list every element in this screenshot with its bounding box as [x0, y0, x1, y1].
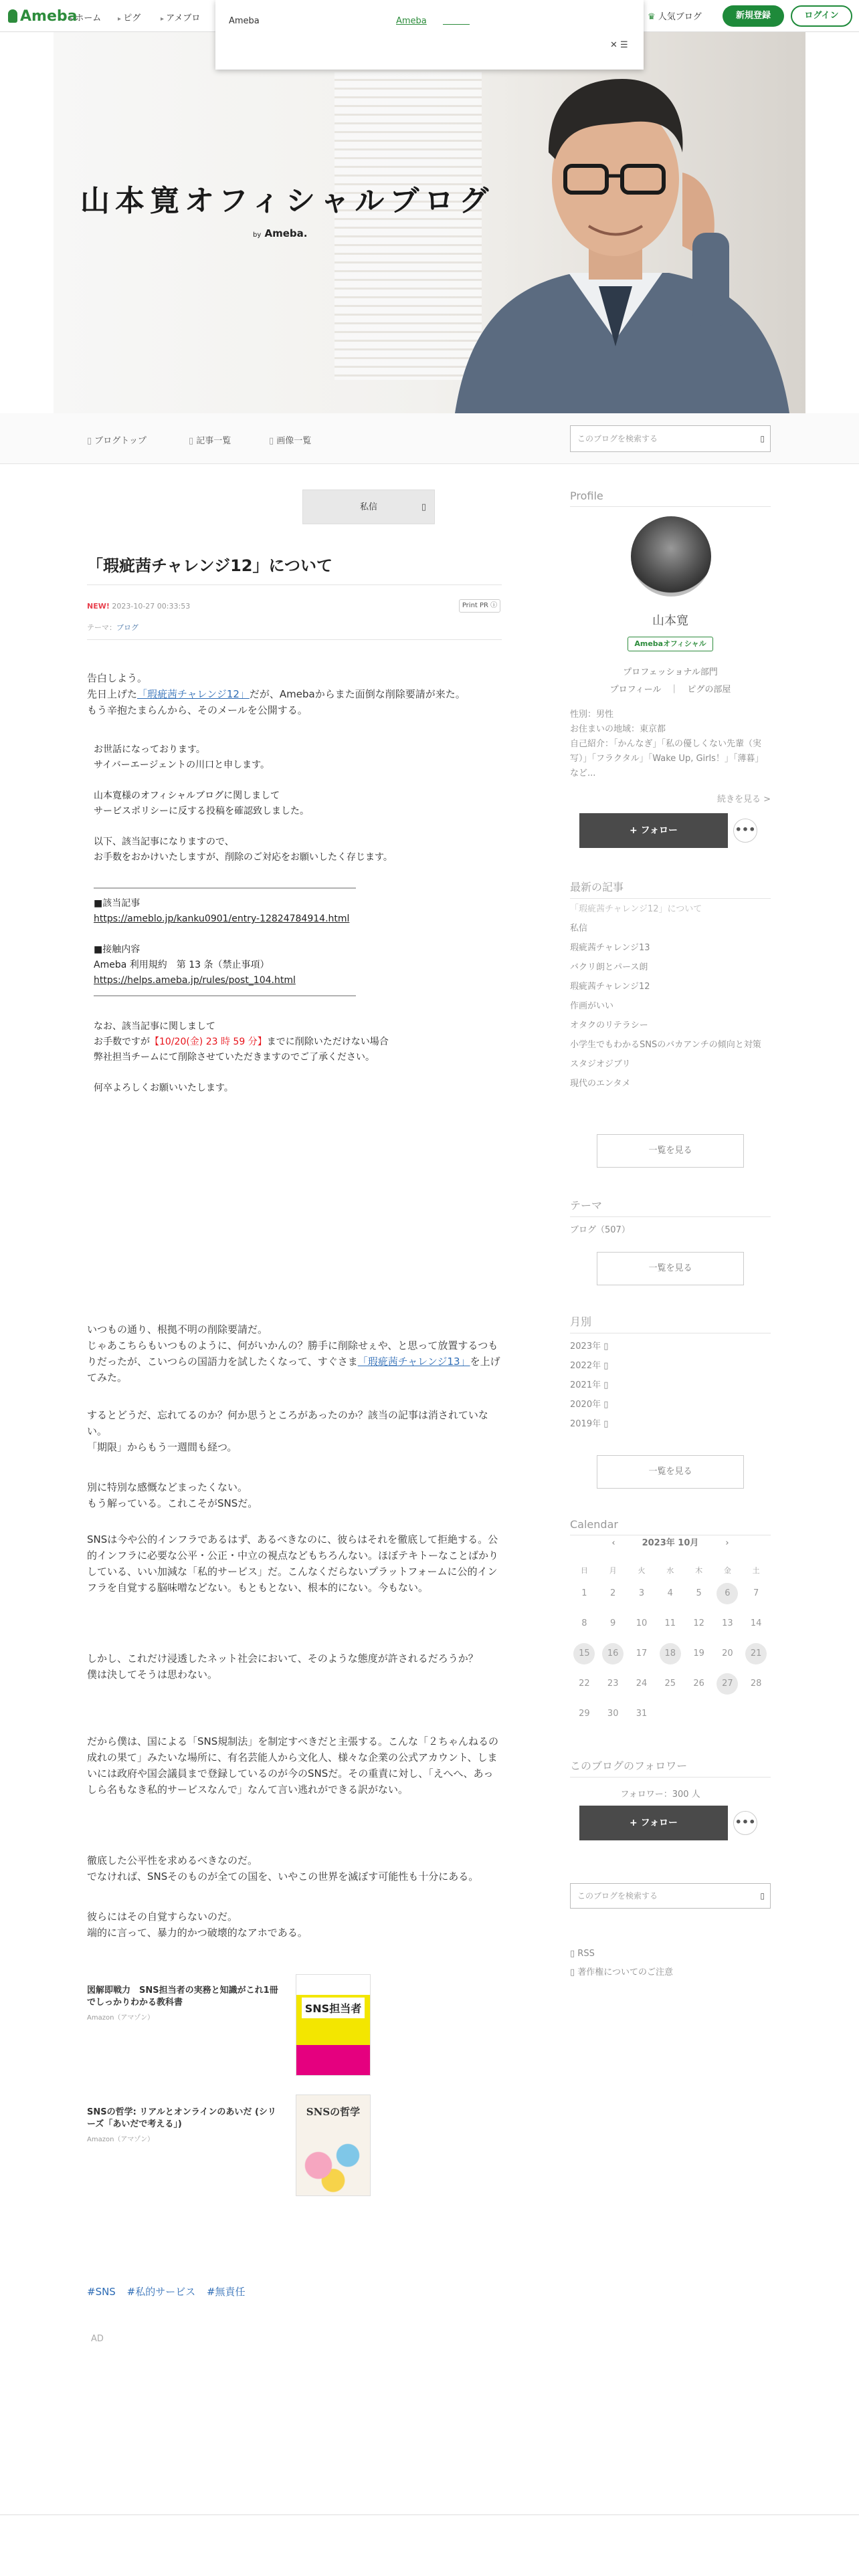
rss-link[interactable] — [570, 1949, 595, 1959]
product-name-2[interactable]: SNSの哲学: リアルとオンラインのあいだ (シリーズ「あいだで考える」) — [87, 2107, 276, 2129]
calendar-day: 28 — [750, 1679, 762, 1689]
hashtag-irresponsible[interactable]: #無責任 — [206, 2286, 246, 2298]
logo-text: Ameba — [20, 8, 78, 25]
calendar-day: 5 — [696, 1588, 702, 1598]
recent-heading — [570, 879, 771, 899]
article-title: 「瑕疵茜チャレンジ12」について — [87, 556, 332, 575]
calendar-heading-text: Calendar — [570, 1518, 771, 1535]
calendar-day-posted[interactable]: 6 — [717, 1583, 738, 1604]
calendar-week — [570, 1699, 771, 1729]
calendar-day: 31 — [636, 1709, 648, 1719]
calendar-day: 19 — [693, 1648, 704, 1658]
recent-item[interactable]: 私信 — [570, 924, 588, 934]
monthly-list — [570, 1337, 771, 1434]
month-item[interactable]: 2023年 ▯ — [570, 1341, 609, 1352]
p3-line-1: 別に特別な感慨などまったくない。 — [87, 1481, 248, 1493]
year-label: 2020年 — [570, 1400, 601, 1410]
rss-label: RSS — [577, 1949, 595, 1959]
p2-line-1: するとどうだ、忘れてるのか？何か思うところがあったのか？該当の記事は消されていない。 — [87, 1409, 488, 1437]
arrow-icon: ▯ — [421, 502, 426, 512]
p1-text-end: を上げてみた。 — [87, 1356, 500, 1384]
popup-left-text: Ameba — [229, 16, 260, 26]
calendar-day-posted[interactable]: 21 — [745, 1643, 767, 1665]
p5-line-2: 僕は決してそうは思わない。 — [87, 1669, 218, 1681]
mail-url-rules[interactable]: https://helps.ameba.jp/rules/post_104.html — [94, 975, 296, 986]
calendar-day: 1 — [581, 1588, 587, 1598]
overlay-panel — [215, 0, 644, 70]
recent-item[interactable]: 作画がいい — [570, 1001, 614, 1011]
follower-count: フォロワー：300 人 — [620, 1790, 700, 1800]
official-badge: Amebaオフィシャル — [628, 637, 713, 651]
calendar-day-posted[interactable]: 18 — [660, 1643, 681, 1665]
theme-label: テーマ： — [87, 623, 116, 632]
paragraph-5 — [87, 1650, 502, 1683]
calendar-day: 20 — [722, 1648, 733, 1658]
nav-ameblo[interactable]: ▸ アメブロ — [161, 11, 200, 23]
book-cover-title-1: SNS担当者 — [302, 1998, 365, 2018]
article-theme — [87, 622, 138, 633]
blog-header-banner[interactable] — [54, 32, 805, 413]
calendar-day: 9 — [610, 1618, 616, 1628]
followers-heading — [570, 1757, 771, 1778]
monthly-heading-text: 月別 — [570, 1313, 771, 1333]
recent-item[interactable]: オタクのリテラシー — [570, 1021, 648, 1031]
calendar-day: 14 — [750, 1618, 762, 1628]
recent-item[interactable]: 「瑕疵茜チャレンジ12」について — [570, 904, 702, 914]
hashtag-list — [87, 2284, 254, 2298]
more-options-button[interactable]: ••• — [733, 819, 757, 843]
title-divider — [87, 584, 502, 585]
recent-heading-text: 最新の記事 — [570, 879, 771, 899]
register-button[interactable]: 新規登録 — [723, 5, 784, 27]
calendar-day: 12 — [693, 1618, 704, 1628]
p7-line-1: 徹底した公平性を求めるべきなのだ。 — [87, 1854, 258, 1866]
followers-heading-text: このブログのフォロワー — [570, 1757, 771, 1778]
intro-paragraph — [87, 670, 502, 718]
hashtag-private-service[interactable]: #私的サービス — [126, 2286, 196, 2298]
weekday: 木 — [695, 1566, 703, 1575]
calendar-day: 7 — [753, 1588, 759, 1598]
mail-terms: Ameba 利用規約 第 13 条（禁止事項） — [94, 960, 270, 970]
theme-list — [570, 1221, 771, 1241]
mail-p5c: 弊社担当チームにて削除させていただきますのでご了承ください。 — [94, 1052, 375, 1063]
profile-location: お住まいの地域：東京都 — [570, 724, 666, 734]
calendar-day: 13 — [722, 1618, 733, 1628]
year-label: 2022年 — [570, 1361, 601, 1371]
paragraph-2 — [87, 1407, 502, 1455]
mail-heading-article: ■該当記事 — [94, 898, 140, 909]
product-source-2: Amazon（アマゾン） — [87, 2136, 155, 2143]
recent-articles-list — [570, 900, 771, 1094]
rss-icon: ▯ — [570, 1949, 578, 1959]
calendar-day: 22 — [579, 1679, 590, 1689]
calendar-day-posted[interactable]: 15 — [573, 1643, 595, 1665]
profile-info — [570, 708, 771, 781]
recent-item[interactable]: スタジオジブリ — [570, 1059, 631, 1069]
date-text: 2023-10-27 00:33:53 — [112, 602, 191, 611]
monthly-list-all-button[interactable]: 一覧を見る — [597, 1455, 744, 1489]
calendar-day: 8 — [581, 1618, 587, 1628]
calendar-day: 23 — [607, 1679, 619, 1689]
calendar-day: 30 — [607, 1709, 619, 1719]
blog-title: 山本寛オフィシャルブログ — [80, 184, 494, 218]
ameba-brand-text: Ameba. — [264, 227, 308, 239]
mail-rule-1: ―――――――――――――――――――――――――――― — [94, 883, 356, 893]
author-photo — [428, 59, 803, 413]
avatar[interactable] — [631, 516, 711, 597]
year-label: 2023年 — [570, 1341, 601, 1352]
by-ameba-label — [253, 227, 307, 239]
calendar-month: 2023年 10月 — [642, 1538, 699, 1548]
category-label: 私信 — [359, 502, 377, 512]
calendar-weekdays — [570, 1562, 771, 1578]
month-item[interactable]: 2021年 ▯ — [570, 1380, 609, 1390]
doc-icon: ▯ — [570, 1967, 578, 1977]
intro-line-2 — [87, 686, 502, 702]
mail-closing: 何卒よろしくお願いいたします。 — [94, 1083, 233, 1093]
frog-icon — [8, 9, 17, 23]
product-name-1[interactable]: 図解即戦力 SNS担当者の実務と知識がこれ1冊でしっかりわかる教科書 — [87, 1985, 278, 2008]
search-icon[interactable]: ▯ — [760, 1891, 765, 1901]
nav-pigg[interactable]: ▸ ピグ — [118, 11, 140, 23]
calendar-day: 4 — [667, 1588, 673, 1598]
quoted-email — [94, 742, 495, 1096]
category-button[interactable] — [302, 490, 435, 524]
intro-text-b: だが、Amebaからまた面倒な削除要請が来た。 — [249, 688, 466, 700]
calendar-day: 25 — [664, 1679, 676, 1689]
search-placeholder: このブログを検索する — [577, 1891, 658, 1901]
p1-line-2 — [87, 1337, 502, 1386]
search-placeholder: このブログを検索する — [577, 434, 658, 443]
mail-url-article[interactable]: https://ameblo.jp/kanku0901/entry-12824784914.html — [94, 914, 350, 924]
theme-item[interactable]: ブログ（507） — [570, 1225, 630, 1235]
intro-line-3: もう辛抱たまらんから、そのメールを公開する。 — [87, 704, 308, 716]
blog-subnav — [0, 413, 859, 464]
follow-button[interactable]: + フォロー — [579, 813, 728, 848]
popup-close-button[interactable]: ✕ ☰ — [610, 40, 628, 50]
popular-blog-link[interactable] — [648, 9, 702, 22]
p8-line-2: 端的に言って、暴力的かつ破壊的なアホである。 — [87, 1927, 308, 1939]
more-options-button-2[interactable]: ••• — [733, 1811, 757, 1835]
paragraph-1 — [87, 1321, 502, 1386]
product-source-1: Amazon（アマゾン） — [87, 2014, 155, 2022]
article-date — [87, 602, 190, 611]
mail-p2a: 山本寛様のオフィシャルブログに関しまして — [94, 790, 280, 801]
intro-text-a: 先日上げた — [87, 688, 138, 700]
recent-item[interactable]: 小学生でもわかるSNSのバカアンチの傾向と対策 — [570, 1040, 761, 1050]
recent-item[interactable]: 瑕疵茜チャレンジ13 — [570, 943, 650, 953]
calendar-prev-button[interactable]: ‹ — [611, 1538, 615, 1548]
monthly-heading — [570, 1313, 771, 1333]
paragraph-8 — [87, 1909, 502, 1941]
p7-line-2: でなければ、SNSそのものが全ての国を、いやこの世界を滅ぼす可能性も十分にある。 — [87, 1870, 479, 1883]
copyright-notice-link[interactable] — [570, 1965, 673, 1977]
calendar-week — [570, 1669, 771, 1699]
crown-icon: ♛ — [648, 12, 656, 22]
calendar-day: 17 — [636, 1648, 648, 1658]
weekday: 火 — [638, 1566, 646, 1575]
follow-button-2[interactable]: + フォロー — [579, 1806, 728, 1840]
p1-line-1: いつもの通り、根拠不明の削除要請だ。 — [87, 1323, 268, 1335]
new-badge: NEW! — [87, 602, 110, 611]
paragraph-7 — [87, 1852, 502, 1885]
mail-greeting-2: サイバーエージェントの川口と申します。 — [94, 760, 270, 770]
theme-heading — [570, 1197, 771, 1217]
weekday: 金 — [723, 1566, 731, 1575]
calendar-week — [570, 1638, 771, 1669]
p5-line-1: しかし、これだけ浸透したネット社会において、そのような態度が許されるだろうか？ — [87, 1652, 478, 1665]
calendar-week — [570, 1578, 771, 1608]
calendar-day: 10 — [636, 1618, 648, 1628]
popular-label: 人気ブログ — [658, 12, 702, 22]
mail-p5b-text: お手数ですが — [94, 1037, 150, 1047]
mail-heading-content: ■接触内容 — [94, 944, 140, 955]
mail-deadline: 【10/20(金) 23 時 59 分】 — [150, 1037, 267, 1047]
ad-label: AD — [91, 2334, 104, 2344]
mail-p2b: サービスポリシーに反する投稿を確認致しました。 — [94, 806, 309, 817]
recent-item[interactable]: 瑕疵茜チャレンジ12 — [570, 982, 650, 992]
weekday: 日 — [580, 1566, 588, 1575]
profile-more-link[interactable]: 続きを見る > — [717, 794, 771, 804]
calendar-week — [570, 1608, 771, 1638]
ameba-logo[interactable] — [8, 8, 77, 25]
weekday: 土 — [752, 1566, 760, 1575]
p3-line-2: もう解っている。これこそがSNSだ。 — [87, 1497, 258, 1509]
calendar-day: 24 — [636, 1679, 648, 1689]
print-pr-button[interactable]: Print PR ⓘ — [459, 599, 500, 613]
recent-list-all-button[interactable]: 一覧を見る — [597, 1134, 744, 1168]
theme-link[interactable]: ブログ — [116, 623, 138, 632]
challenge13-link[interactable]: 「瑕疵茜チャレンジ13」 — [357, 1356, 470, 1368]
month-item[interactable]: 2020年 ▯ — [570, 1400, 609, 1410]
calendar-day: 11 — [664, 1618, 676, 1628]
profile-heading — [570, 490, 771, 507]
weekday: 水 — [666, 1566, 674, 1575]
meta-divider — [87, 639, 502, 640]
mail-p3a: 以下、該当記事になりますので、 — [94, 837, 234, 847]
p2-line-2: 「期限」からもう一週間も経つ。 — [87, 1441, 237, 1453]
p8-line-1: 彼らにはその自覚すらないのだ。 — [87, 1911, 238, 1923]
profile-category[interactable]: プロフェッショナル部門 — [623, 667, 718, 677]
year-label: 2021年 — [570, 1380, 601, 1390]
p1-text: じゃあこちらもいつものように、何がいかんの？勝手に削除せぇや、と思って放置するつもりだったが、こいつらの国語力を試したくなって、すぐさま — [87, 1339, 498, 1368]
weekday: 月 — [609, 1566, 617, 1575]
calendar-day: 2 — [610, 1588, 616, 1598]
nav-entry-list[interactable]: ▯ 記事一覧 — [189, 433, 231, 446]
popup-ameba-link[interactable]: Ameba — [396, 16, 427, 26]
copyright-label: 著作権についてのご注意 — [577, 1967, 674, 1977]
by-text: by — [253, 231, 262, 239]
profile-heading-text: Profile — [570, 490, 771, 507]
calendar-day-posted[interactable]: 16 — [602, 1643, 624, 1665]
blog-search-sidebar[interactable] — [570, 1883, 771, 1909]
nav-home[interactable]: ▸ ホーム — [70, 11, 101, 23]
calendar-day: 3 — [638, 1588, 645, 1598]
paragraph-3 — [87, 1479, 502, 1511]
recent-item[interactable]: バクリ朗とパース朗 — [570, 962, 648, 972]
login-button[interactable]: ログイン — [791, 5, 852, 27]
mail-p5a: なお、該当記事に関しまして — [94, 1021, 215, 1032]
book-cover-title-2: SNSの哲学 — [306, 2106, 361, 2118]
calendar-heading — [570, 1518, 771, 1535]
recent-item[interactable]: 現代のエンタメ — [570, 1079, 631, 1089]
hashtag-sns[interactable]: #SNS — [87, 2286, 116, 2298]
product-image-1[interactable] — [296, 1974, 371, 2076]
calendar-grid — [570, 1562, 771, 1729]
mail-p3b: お手数をおかけいたしますが、削除のご対応をお願いしたく存じます。 — [94, 852, 393, 863]
calendar-next-button[interactable]: › — [725, 1538, 729, 1548]
year-label: 2019年 — [570, 1419, 601, 1429]
theme-heading-text: テーマ — [570, 1197, 771, 1217]
search-icon[interactable]: ▯ — [760, 434, 765, 443]
mail-p5b-text2: までに削除いただけない場合 — [266, 1037, 389, 1047]
profile-gender: 性別：男性 — [570, 710, 614, 720]
profile-links[interactable]: プロフィール ｜ ピグの部屋 — [609, 685, 731, 695]
month-item[interactable]: 2022年 ▯ — [570, 1361, 609, 1371]
product-image-2[interactable] — [296, 2095, 371, 2196]
calendar-day-posted[interactable]: 27 — [717, 1673, 738, 1695]
mail-rule-2: ―――――――――――――――――――――――――――― — [94, 990, 356, 1001]
mail-p5b — [94, 1035, 495, 1050]
profile-intro: 自己紹介：「かんなぎ」「私の優しくない先輩（実写）」「フラクタル」「Wake Up, Girls！」「薄暮」など... — [570, 739, 764, 778]
intro-line-1: 告白しよう。 — [87, 672, 148, 684]
mail-greeting-1: お世話になっております。 — [94, 744, 205, 755]
popup-underline — [443, 24, 470, 25]
month-item[interactable]: 2019年 ▯ — [570, 1419, 609, 1429]
calendar-day: 29 — [579, 1709, 590, 1719]
calendar-day: 26 — [693, 1679, 704, 1689]
nav-blog-top[interactable]: ▯ ブログトップ — [87, 433, 147, 446]
calendar-title-row — [570, 1535, 771, 1548]
challenge12-link[interactable]: 「瑕疵茜チャレンジ12」 — [137, 688, 250, 700]
paragraph-4: SNSは今や公的インフラであるはず、あるべきなのに、彼らはそれを徹底して拒絶する。公的インフラに必要な公平・公正・中立の視点などもちろんない。ほぼテキトーなことばかりしている、いい加減な「私的サービス」だ。こんなくだらないプラットフォームに公的インフラを自覚する脳味噌などない。もともとない、根本的にない。今もない。 — [87, 1533, 499, 1594]
profile-name[interactable]: 山本寛 — [652, 614, 688, 628]
nav-image-list[interactable]: ▯ 画像一覧 — [269, 433, 311, 446]
footer-divider — [0, 2514, 859, 2515]
blog-search-top[interactable] — [570, 425, 771, 452]
theme-list-all-button[interactable]: 一覧を見る — [597, 1252, 744, 1285]
paragraph-6: だから僕は、国による「SNS規制法」を制定すべきだと主張する。こんな「２ちゃんねるの成れの果て」みたいな場所に、有名芸能人から文化人、様々な企業の公式アカウント、しまいには政府や国会議員まで登録しているのが今のSNSだ。その重責に対し、「えへへ、あっしら名もなき私的サービスなんで」なんて言い逃れができる訳がない。 — [87, 1735, 498, 1796]
